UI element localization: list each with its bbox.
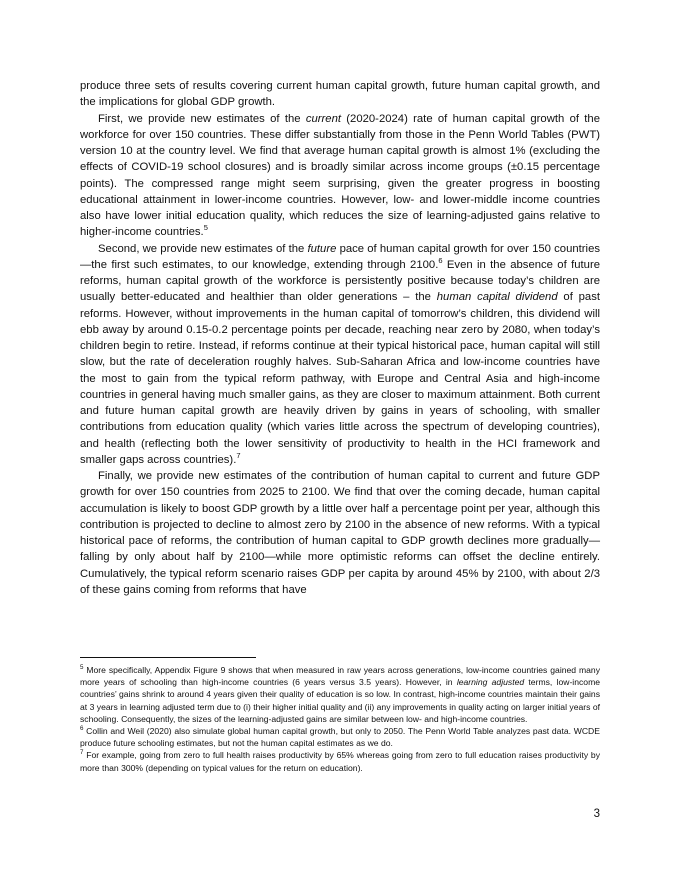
body-text <box>80 78 600 598</box>
footnote-5 <box>80 664 600 725</box>
paragraph-third <box>80 468 600 598</box>
emphasis-learning-adjusted: learning adjusted <box>456 677 525 688</box>
footnote-number: 5 <box>80 664 84 672</box>
footnotes <box>80 664 600 774</box>
footnote-number: 7 <box>80 749 84 757</box>
footnote-number: 6 <box>80 725 84 733</box>
paragraph-text: Finally, we provide new estimates of the contribution of human capital to current and future GDP growth for over 150 countries from 2025 to 2100. We find that over the coming decade, human capital accumulation is likely to boost GDP growth by a little over half a percentage point per year, although this contribution is projected to decline to almost zero by 2100 in the absence of new reforms. With a typical historical pace of reforms, the contribution of human capital to GDP growth declines more gradually—falling by only about half by 2100—while more optimistic reforms can offset the decline entirely. Cumulatively, the typical reform scenario raises GDP per capita by around 45% by 2100, with about 2/3 of these gains coming from reforms that have <box>80 470 600 596</box>
footnote-7 <box>80 749 600 773</box>
paragraph-second <box>80 241 600 469</box>
footnote-text: More specifically, Appendix Figure 9 shows that when measured in raw years across generations, low-income countries gained many more years of schooling than high-income countries (6 years versus 3.5 years). However, in <box>80 665 600 688</box>
footnote-6 <box>80 725 600 749</box>
paragraph-text: of past reforms. However, without improvements in the human capital of tomorrow’s children, this dividend will ebb away by around 0.15-0.2 percentage points per decade, reaching near zero by 2080, when today’s children begin to retire. Instead, if reforms continue at their typical historical pace, human capital will still slow, but the rate of deceleration roughly halves. Sub-Saharan Africa and low-income countries have the most to gain from the typical reform pathway, with Europe and Central Asia and high-income countries in general having much smaller gains, as they are closer to maximum attainment. Both current and future human capital growth are heavily driven by gains in years of schooling, with smaller contributions from education quality (which varies little across the spectrum of developing countries), and health (reflecting both the lower sensitivity of productivity to health in the HCI framework and smaller gaps across countries). <box>80 291 600 466</box>
paragraph-intro-continuation <box>80 78 600 111</box>
footnote-separator <box>80 657 256 658</box>
footnote-ref-6[interactable]: 6 <box>438 255 443 265</box>
footnote-ref-7[interactable]: 7 <box>236 450 241 460</box>
footnote-text: terms, low-income countries’ gains shrink to around 4 years given their quality of education is so low. In contrast, high-income countries maintain their gains at 3 years in learning adjusted term due to (i) their higher initial quality and (ii) any improvements in quality acting on larger initial years of schooling. Consequently, the sizes of the learning-adjusted gains are similar between low- and high-income countries. <box>80 677 601 724</box>
paragraph-text: First, we provide new estimates of the <box>98 112 306 125</box>
paragraph-text: produce three sets of results covering current human capital growth, future human capital growth, and the implications for global GDP growth. <box>80 80 600 109</box>
paragraph-first <box>80 111 600 241</box>
page-number: 3 <box>593 808 600 820</box>
emphasis-current: current <box>305 112 341 125</box>
emphasis-future: future <box>307 242 337 255</box>
paragraph-text: pace of human capital growth for over 150 countries—the first such estimates, to our knowledge, extending through 2100. <box>80 242 600 271</box>
paragraph-text: Second, we provide new estimates of the <box>98 242 308 255</box>
footnote-ref-5[interactable]: 5 <box>203 223 208 233</box>
footnote-text: Collin and Weil (2020) also simulate global human capital growth, but only to 2050. The Penn World Table analyzes past data. WCDE produce future schooling estimates, but not the human capital estimates as we do. <box>80 726 600 749</box>
emphasis-human-capital-dividend: human capital dividend <box>436 291 558 304</box>
footnote-text: For example, going from zero to full health raises productivity by 65% whereas going from zero to full education raises productivity by more than 300% (depending on typical values for the return on education). <box>80 750 600 773</box>
paragraph-text: Even in the absence of future reforms, human capital growth of the workforce is persistently positive because today’s children are usually better-educated and healthier than older generations – the <box>80 258 600 304</box>
paragraph-text: (2020-2024) rate of human capital growth of the workforce for over 150 countries. These differ substantially from those in the Penn World Tables (PWT) version 10 at the country level. We find that average human capital growth is almost 1% (excluding the effects of COVID-19 school closures) and is broadly similar across income groups (±0.15 percentage points). The compressed range might seem surprising, given the greater progress in boosting educational attainment in lower-income countries. However, low- and lower-middle income countries also have lower initial education quality, which reduces the size of learning-adjusted gains relative to higher-income countries. <box>80 112 600 239</box>
